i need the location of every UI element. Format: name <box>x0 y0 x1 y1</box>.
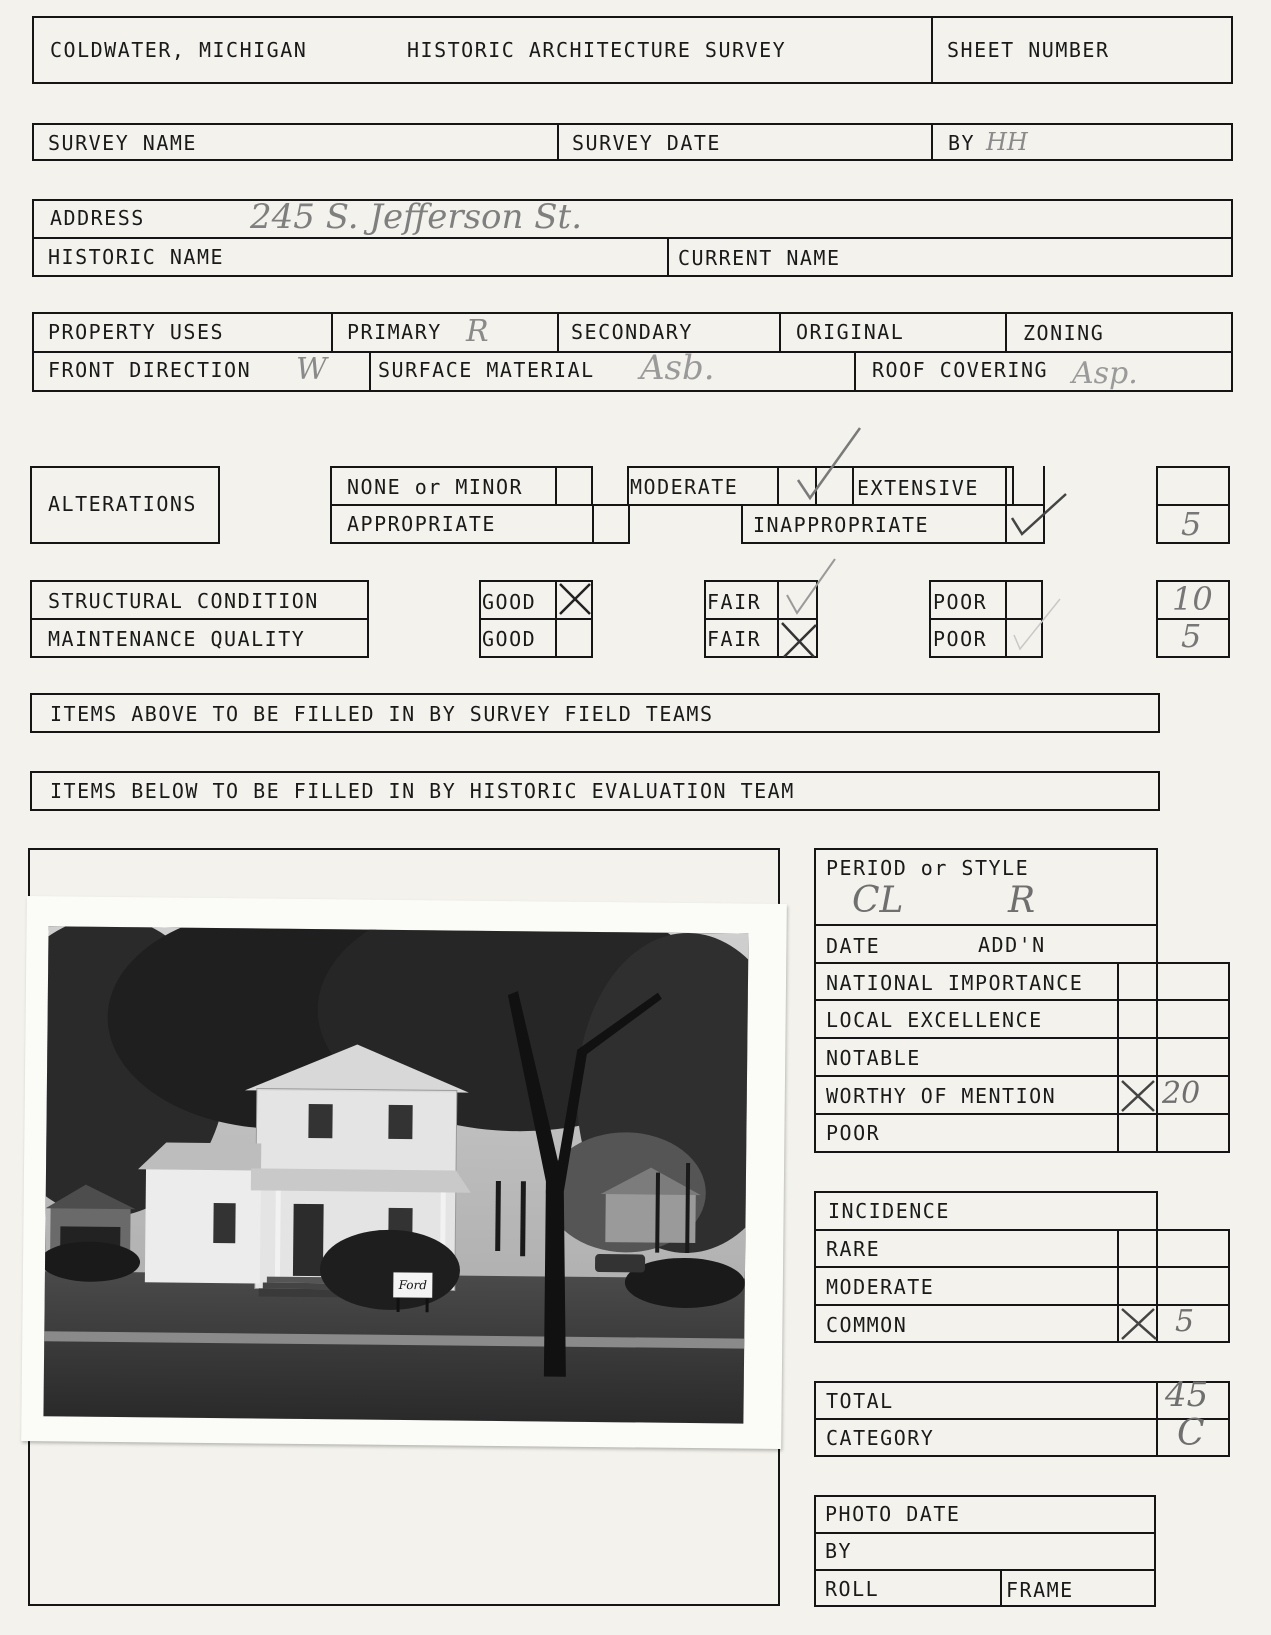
primary-label: PRIMARY <box>347 320 442 344</box>
frame-label: FRAME <box>1006 1578 1074 1602</box>
original-label: ORIGINAL <box>796 320 905 344</box>
city-label: COLDWATER, MICHIGAN <box>50 38 308 62</box>
national-importance: NATIONAL IMPORTANCE <box>826 971 1084 995</box>
alt-none-minor: NONE or MINOR <box>347 475 524 499</box>
sign-text: Ford <box>398 1277 428 1293</box>
maintenance-poor-faint-check <box>1010 595 1065 655</box>
survey-title: HISTORIC ARCHITECTURE SURVEY <box>407 38 787 62</box>
incidence-common: COMMON <box>826 1313 908 1337</box>
note-above: ITEMS ABOVE TO BE FILLED IN BY SURVEY FIELD TEAMS <box>50 702 714 726</box>
total-label: TOTAL <box>826 1389 894 1413</box>
surface-material-label: SURFACE MATERIAL <box>378 358 595 382</box>
roof-covering-value: Asp. <box>1072 356 1138 391</box>
structural-poor: POOR <box>933 590 988 614</box>
structural-fair: FAIR <box>707 590 762 614</box>
survey-name-label: SURVEY NAME <box>48 131 197 155</box>
structural-fair-check <box>783 555 843 620</box>
addn-label: ADD'N <box>978 933 1046 957</box>
zoning-label: ZONING <box>1023 321 1105 345</box>
period-style-label: PERIOD or STYLE <box>826 856 1030 880</box>
incidence-rare: RARE <box>826 1237 881 1261</box>
alt-score: 5 <box>1181 505 1202 543</box>
local-excellence: LOCAL EXCELLENCE <box>826 1008 1043 1032</box>
worthy-score: 20 <box>1162 1076 1201 1111</box>
roll-label: ROLL <box>825 1577 880 1601</box>
photo-by-label: BY <box>825 1539 853 1563</box>
alt-extensive: EXTENSIVE <box>857 476 979 500</box>
note-below: ITEMS BELOW TO BE FILLED IN BY HISTORIC EVALUATION TEAM <box>50 779 795 803</box>
maintenance-poor: POOR <box>933 627 988 651</box>
maintenance-fair: FAIR <box>707 627 762 651</box>
common-x <box>1118 1305 1162 1343</box>
maintenance-score: 5 <box>1181 617 1202 655</box>
total-value: 45 <box>1165 1375 1209 1415</box>
maintenance-good: GOOD <box>482 627 537 651</box>
structural-score: 10 <box>1172 580 1213 618</box>
address-label: ADDRESS <box>50 206 145 230</box>
worthy-of-mention: WORTHY OF MENTION <box>826 1084 1057 1108</box>
survey-by-label: BY <box>948 131 976 155</box>
incidence-label: INCIDENCE <box>828 1199 950 1223</box>
survey-date-label: SURVEY DATE <box>572 131 721 155</box>
structural-good: GOOD <box>482 590 537 614</box>
sheet-number-label: SHEET NUMBER <box>947 38 1110 62</box>
structural-condition-label: STRUCTURAL CONDITION <box>48 589 319 613</box>
maintenance-fair-x <box>778 619 820 661</box>
surface-material-value: Asb. <box>640 348 715 388</box>
survey-by-value: HH <box>986 128 1028 156</box>
eval-poor: POOR <box>826 1121 881 1145</box>
period-value-1: CL <box>852 880 904 921</box>
alt-inappropriate-check <box>1008 488 1068 543</box>
notable: NOTABLE <box>826 1046 921 1070</box>
front-direction-value: W <box>296 352 327 387</box>
date-label: DATE <box>826 934 881 958</box>
secondary-label: SECONDARY <box>571 320 693 344</box>
photo-mount <box>21 896 787 1449</box>
photo-date-label: PHOTO DATE <box>825 1502 961 1526</box>
alt-moderate-check <box>790 420 870 505</box>
category-label: CATEGORY <box>826 1426 935 1450</box>
period-value-2: R <box>1008 880 1036 921</box>
address-value: 245 S. Jefferson St. <box>250 197 582 237</box>
incidence-moderate: MODERATE <box>826 1275 935 1299</box>
common-score: 5 <box>1175 1304 1195 1339</box>
category-value: C <box>1177 1413 1205 1454</box>
alterations-label: ALTERATIONS <box>48 492 197 516</box>
house-photo <box>43 926 748 1423</box>
alt-inappropriate: INAPPROPRIATE <box>753 513 930 537</box>
property-uses-label: PROPERTY USES <box>48 320 225 344</box>
alt-moderate: MODERATE <box>630 475 739 499</box>
worthy-x <box>1118 1077 1160 1115</box>
historic-name-label: HISTORIC NAME <box>48 245 225 269</box>
current-name-label: CURRENT NAME <box>678 246 841 270</box>
structural-good-x <box>556 580 596 618</box>
house-photo-image <box>43 926 748 1423</box>
alt-appropriate: APPROPRIATE <box>347 512 496 536</box>
roof-covering-label: ROOF COVERING <box>872 358 1049 382</box>
maintenance-quality-label: MAINTENANCE QUALITY <box>48 627 306 651</box>
primary-value: R <box>466 314 489 349</box>
front-direction-label: FRONT DIRECTION <box>48 358 252 382</box>
